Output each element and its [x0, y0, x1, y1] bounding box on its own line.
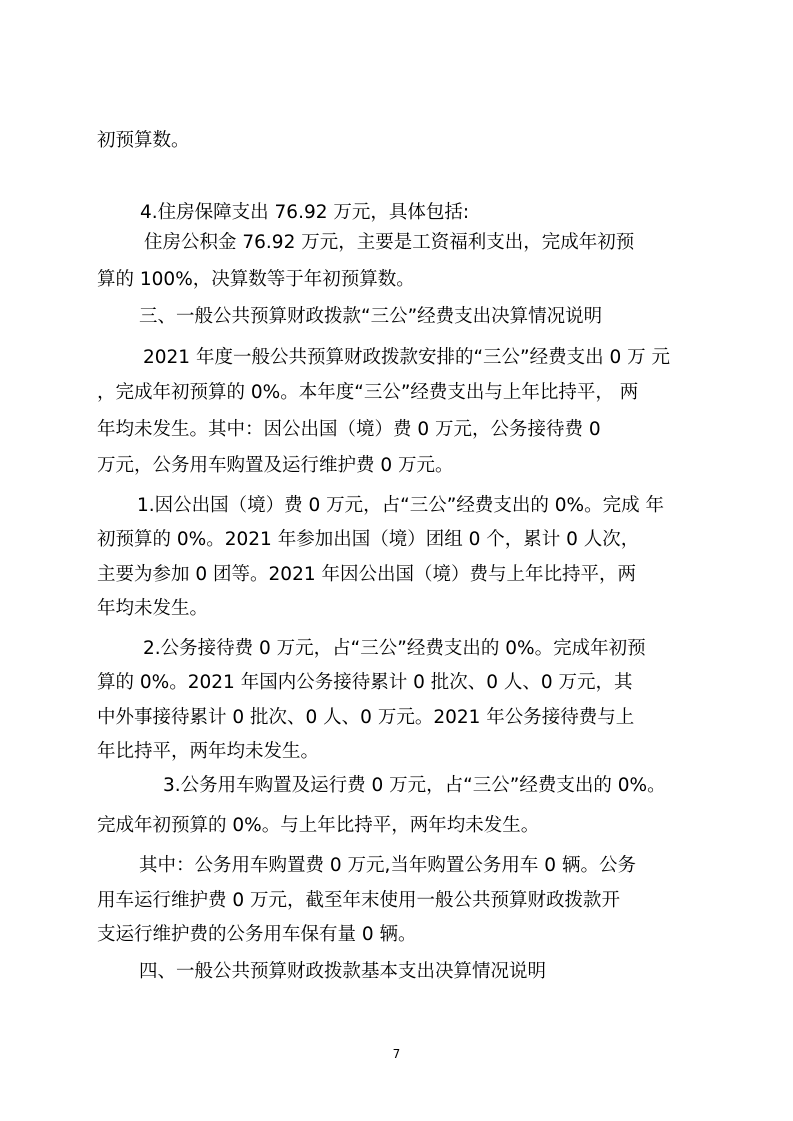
text-line: 4.住房保障支出 76.92 万元，具体包括: [140, 202, 470, 223]
text-line: 算的 0%。2021 年国内公务接待累计 0 批次、0 人、0 万元，其 [97, 672, 633, 693]
text-line: 算的 100%，决算数等于年初预算数。 [97, 269, 415, 290]
text-line: 用车运行维护费 0 万元，截至年末使用一般公共预算财政拨款开 [97, 890, 621, 911]
text-line: 主要为参加 0 团等。2021 年因公出国（境）费与上年比持平，两 [97, 564, 636, 585]
text-line: 万元，公务用车购置及运行维护费 0 万元。 [97, 455, 454, 476]
text-line: 初预算数。 [97, 130, 190, 151]
text-line: 支运行维护费的公务用车保有量 0 辆。 [97, 924, 417, 945]
text-line: 初预算的 0%。2021 年参加出国（境）团组 0 个，累计 0 人次， [97, 529, 640, 550]
text-line: 年比持平，两年均未发生。 [97, 741, 320, 762]
text-line: ，完成年初预算的 0%。本年度“三公”经费支出与上年比持平， 两 [97, 382, 639, 403]
text-line: 1.因公出国（境）费 0 万元，占“三公”经费支出的 0%。完成 年 [137, 495, 664, 516]
text-line: 完成年初预算的 0%。与上年比持平，两年均未发生。 [97, 815, 540, 836]
text-line: 其中：公务用车购置费 0 万元,当年购置公务用车 0 辆。公务 [139, 855, 636, 876]
text-line: 年均未发生。其中：因公出国（境）费 0 万元，公务接待费 0 [97, 419, 601, 440]
text-line: 2021 年度一般公共预算财政拨款安排的“三公”经费支出 0 万 元 [143, 347, 671, 368]
text-line: 3.公务用车购置及运行费 0 万元，占“三公”经费支出的 0%。 [163, 775, 666, 796]
text-line: 中外事接待累计 0 批次、0 人、0 万元。2021 年公务接待费与上 [97, 707, 635, 728]
page-number: 7 [392, 1047, 401, 1061]
text-line: 年均未发生。 [97, 598, 209, 619]
text-line: 住房公积金 76.92 万元，主要是工资福利支出，完成年初预 [144, 232, 635, 253]
text-line: 2.公务接待费 0 万元，占“三公”经费支出的 0%。完成年初预 [143, 638, 646, 659]
section-heading: 三、一般公共预算财政拨款“三公”经费支出决算情况说明 [139, 306, 603, 327]
section-heading: 四、一般公共预算财政拨款基本支出决算情况说明 [139, 961, 547, 982]
